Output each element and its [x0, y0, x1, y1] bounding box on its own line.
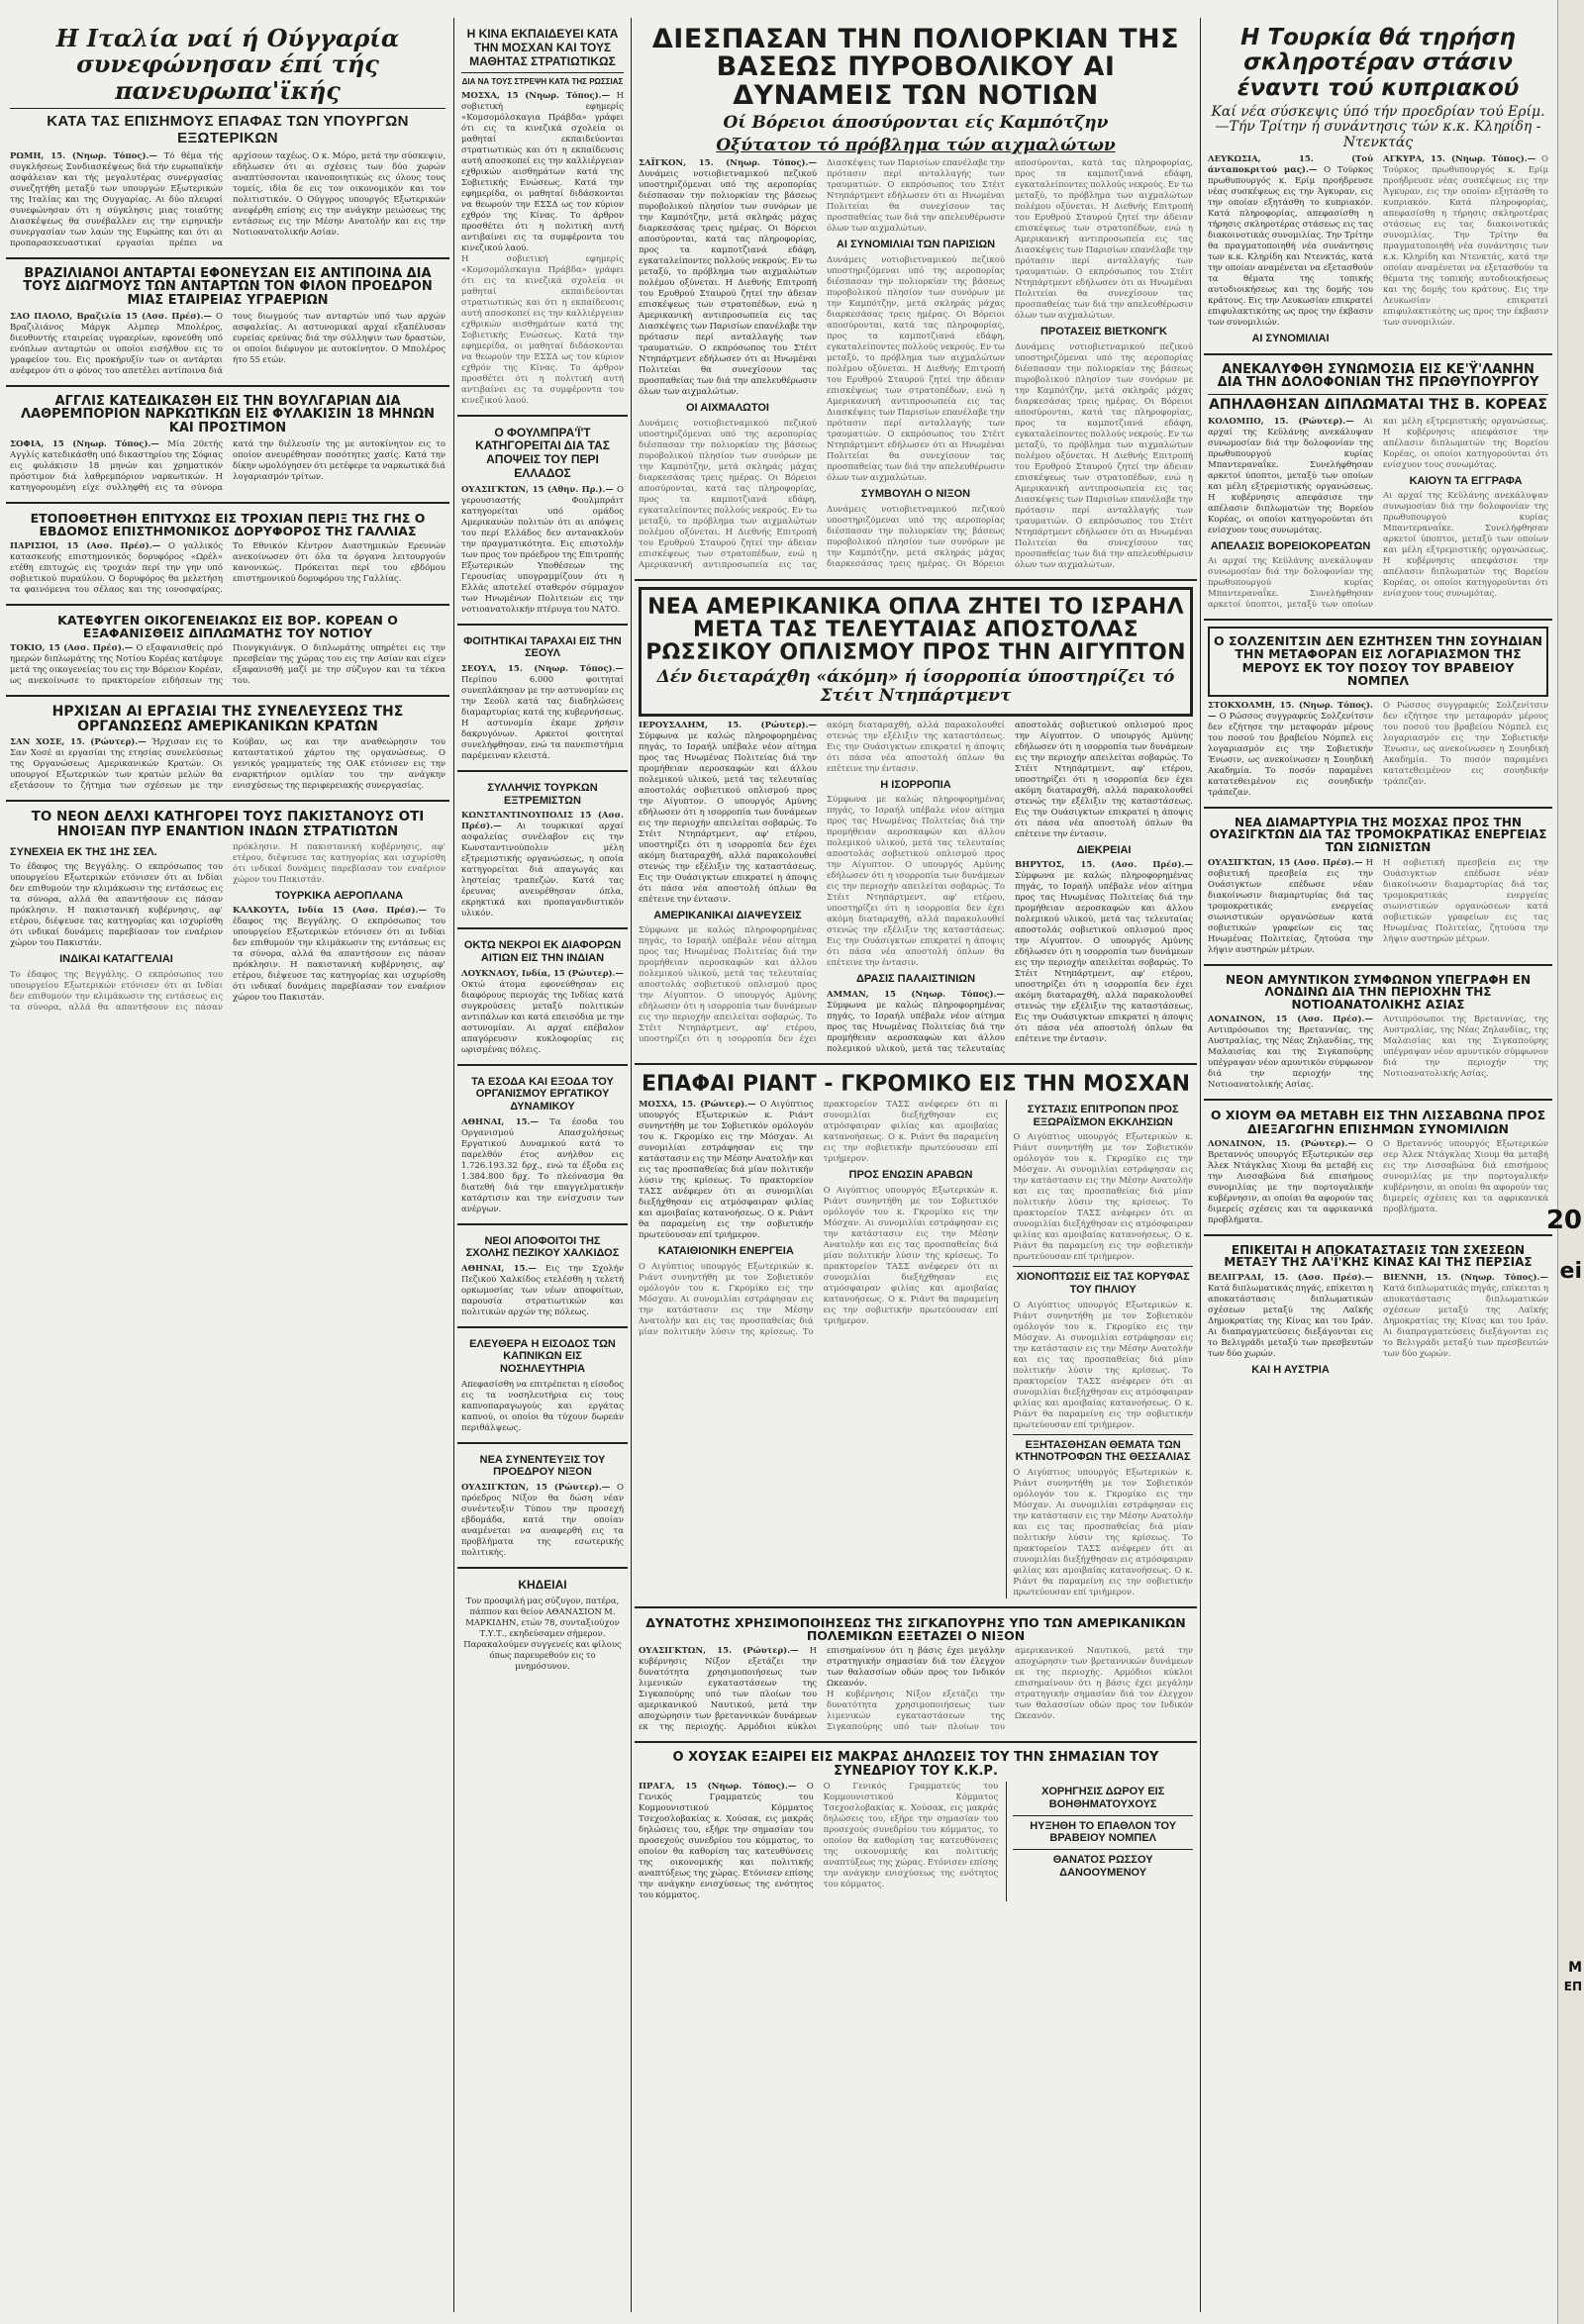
article-india-pakistan [6, 802, 449, 1021]
article-tobacco [457, 1328, 628, 1444]
deck-1: Οί Βόρειοι άποσύρονται είς Καμπότζην [723, 113, 1109, 134]
article-oaed [457, 1066, 628, 1225]
article-body: Οκτώ άτομα εφονεύθησαν εις διαφόρους περιοχάς της Ινδίας κατά συγκρούσεις μεταξύ πολιτικών αντιπάλων και κατά επεισόδια με την αστυνομίαν. Αι αρχαί επέβαλον απαγόρευσιν κυκλοφορίας εις ωρισμένας πόλεις. [461, 979, 624, 1055]
headline: ΝΕΟΝ ΑΜΥΝΤΙΚΟΝ ΣΥΜΦΩΝΟΝ ΥΠΕΓΡΑΦΗ ΕΝ ΛΟΝΔΙΝΩ ΔΙΑ ΤΗΝ ΠΕΡΙΟΧΗΝ ΤΗΣ ΝΟΤΙΟΑΝΑΤΟΛΙΚΗΣ ΑΣΙΑΣ [1225, 972, 1531, 1012]
section-label: ΣΥΜΒΟΥΛΗ Ο ΝΙΞΟΝ [860, 488, 971, 501]
section-label: ΔΡΑΣΙΣ ΠΑΛΑΙΣΤΙΝΙΩΝ [855, 973, 976, 986]
article-riad-gromyko [635, 1065, 1197, 1608]
article-singapore [635, 1608, 1197, 1743]
deck: Καί νέα σύσκεψις ύπό τήν προεδρίαν τού Ερίμ.—Τήν Τρίτην ή συνάντησις τών κ.κ. Κληρίδη - Ντενκτάς [1211, 103, 1545, 150]
dateline: ΣΟΦΙΑ, 15 (Νηωρ. Τόπος).— [10, 438, 159, 449]
article-body-cont: Δυνάμεις νοτιοβιετναμικού πεζικού υποστηριζόμεναι υπό της αεροπορίας διέσπασαν την πολιορκίαν της βάσεως πυροβολικού πλησίον των συνόρων με την Καμπότζην, μετά σκληράς μάχας διαρκεσάσας τρεις ημέρας. Οι Βόρειοι αποσύρονται, κατά τας πληροφορίας, προς τα καμποτζιανά εδάφη, εγκαταλείποντες πολλούς νεκρούς. Εν τω μεταξύ, το πρόβλημα των αιχμαλώτων πολέμου οξύνεται. Η Διεθνής Επιτροπή του Ερυθρού Σταυρού ζητεί την άδειαν επισκέψεως των στρατοπέδων, ενώ η Αμερικανική αντιπροσωπεία εις τας Διασκέψεις των Παρισίων επανέλαβε την πρότασιν περί ανταλλαγής των τραυματιών. Ο εκπρόσωπος του Στέιτ Ντηπάρτμεντ εδήλωσεν ότι αι Ηνωμέναι Πολιτείαι θα συνεχίσουν τας προσπαθείας των διά την απελευθέρωσιν όλων των αιχμαλώτων. [639, 158, 1005, 571]
article-india-deaths [457, 929, 628, 1065]
headline: ΚΑΤΕΦΥΓΕΝ ΟΙΚΟΓΕΝΕΙΑΚΩΣ ΕΙΣ ΒΟΡ. ΚΟΡΕΑΝ Ο ΕΞΑΦΑΝΙΣΘΕΙΣ ΔΙΠΛΩΜΑΤΗΣ ΤΟΥ ΝΟΤΙΟΥ [57, 612, 398, 640]
headline: ΝΕΟΙ ΑΠΟΦΟΙΤΟΙ ΤΗΣ ΣΧΟΛΗΣ ΠΕΖΙΚΟΥ ΧΑΛΚΙΔΟΣ [465, 1234, 620, 1260]
headline: Ο ΦΟΥΛΜΠΡΑ'Ϊ'Τ ΚΑΤΗΓΟΡΕΙΤΑΙ ΔΙΑ ΤΑΣ ΑΠΟΨΕΙΣ ΤΟΥ ΠΕΡΙ ΕΛΛΑΔΟΣ [475, 425, 610, 480]
dateline: ΛΟΥΚΝΑΟΥ, Ινδία, 15 (Ρώυτερ).— [461, 968, 624, 979]
article-body: Ο γερουσιαστής Φουλμπράιτ κατηγορείται υπό ομάδος Αμερικανών πολιτών ότι αι απόψεις του περί Ελλάδος δεν αντανακλούν την πραγματικότητα. Εις επιστολήν των προς τον πρόεδρον της Επιτροπής Εξωτερικών Υποθέσεων της Γερουσίας υπογραμμίζουν ότι η Ελλάς αποτελεί σταθερόν σύμμαχον των Ηνωμένων Πολιτειών εις την νοτιοανατολικήν πτέρυγα του ΝΑΤΟ. [461, 484, 625, 615]
edge-text: M [1568, 1960, 1582, 1976]
article-body: Ο Τούρκος πρωθυπουργός κ. Ερίμ προήδρευσε νέας συσκέψεως εις την Άγκυραν, εις την οποίαν εξητάσθη το κυπριακόν. Κατά πληροφορίας, απεφασίσθη η τήρησις σκληροτέρας στάσεως εις τας διακοινοτικάς συνομιλίας. Την Τρίτην θα πραγματοποιηθή νέα συνάντησις των κ.κ. Κληρίδη και Ντενκτάς, κατά την οποίαν αναμένεται να εξετασθούν τα θέματα της τοπικής αυτοδιοικήσεως και της δομής του κράτους. Εις την Λευκωσίαν επικρατεί επιφυλακτικότης ως προς την έκβασιν των συνομιλιών. [1208, 165, 1373, 329]
column-1 [6, 18, 449, 2312]
article-vietnam [635, 18, 1197, 581]
dateline: ΑΓΚΥΡΑ, 15. (Νηωρ. Τόπος).— [1383, 154, 1536, 165]
article-body: Ο εξαφανισθείς πρό ημερών διπλωμάτης της Νοτίου Κορέας κατέφυγε μετά της οικογενείας του εις την Βόρειον Κορέαν, ως ανεκοίνωσε το πρακτορείον ειδήσεων της Πιονγκγιάνγκ. Ο διπλωμάτης υπηρέτει εις την πρεσβείαν της χώρας του εις την Ασίαν και είχεν εξαφανισθή μαζί με την σύζυγον και τα τέκνα του. [10, 643, 446, 687]
article-ceylon [1204, 355, 1552, 622]
headline: ΒΡΑΖΙΛΙΑΝΟΙ ΑΝΤΑΡΤΑΙ ΕΦΟΝΕΥΣΑΝ ΕΙΣ ΑΝΤΙΠΟΙΝΑ ΔΙΑ ΤΟΥΣ ΔΙΩΓΜΟΥΣ ΤΩΝ ΑΝΤΑΡΤΩΝ ΤΟΝ ΦΙΛΟΝ ΠΡΟΕΔΡΟΝ ΜΙΑΣ ΕΤΑΙΡΕΙΑΣ ΥΓΡΑΕΡΙΩΝ [23, 265, 433, 308]
article-body-cont: Κατά διπλωματικάς πηγάς, επίκειται η αποκατάστασις διπλωματικών σχέσεων μεταξύ της Λαϊκής Δημοκρατίας της Κίνας και του Ιράν. Αι διαπραγματεύσεις διεξάγονται εις το Βελιγράδι μεταξύ των πρεσβευτών των δύο χωρών. [1383, 1283, 1549, 1359]
dateline: ΑΘΗΝΑΙ, 15.— [461, 1263, 537, 1274]
headline: ΣΥΛΛΗΨΙΣ ΤΟΥΡΚΩΝ ΕΞΤΡΕΜΙΣΤΩΝ [487, 782, 598, 807]
headline: ΝΕΑ ΣΥΝΕΝΤΕΥΞΙΣ ΤΟΥ ΠΡΟΕΔΡΟΥ ΝΙΞΟΝ [479, 1453, 606, 1479]
headline: ΧΟΡΗΓΗΣΙΣ ΔΩΡΟΥ ΕΙΣ ΒΟΗΘΗΜΑΤΟΥΧΟΥΣ [1040, 1786, 1165, 1811]
article-body: Μία 20ετής Αγγλίς κατεδικάσθη υπό δικαστηρίου της Σόφιας εις φυλάκισιν 18 μηνών και χρηματικόν πρόστιμον διά λαθρεμπόριον ναρκωτικών. Η κατηγορουμένη είχε συλληφθή εις τα σύνορα κατά την διέλευσίν της με αυτοκίνητον εις το οποίον ανευρέθησαν ποσότητες χασίς. Κατά την δίκην ωμολόγησεν ότι μετέφερε τα ναρκωτικά διά λογαριασμόν τρίτων. [10, 438, 446, 493]
article-body: Αι αρχαί της Κεϋλάνης ανεκάλυψαν συνωμοσίαν διά την δολοφονίαν της πρωθυπουργού κυρίας Μπαντεραναΐκε. Συνελήφθησαν αρκετοί ύποπτοι, μεταξύ των οποίων και μέλη εξτρεμιστικής οργανώσεως. Η κυβέρνησις απεφάσισε την απέλασιν διπλωματών της Βορείου Κορέας, οι οποίοι κατηγορούνται ότι ενίσχυον τους συνωμότας. [1208, 416, 1373, 535]
dateline: ΤΟΚΙΟ, 15 (Ασσ. Πρέσ).— [10, 643, 134, 654]
section-label: ΚΑΙ Η ΑΥΣΤΡΙΑ [1251, 1363, 1330, 1376]
article-moscow-protest [1204, 809, 1552, 966]
dateline: ΒΗΡΥΤΟΣ, 15. (Ασσ. Πρέσ).— [1015, 860, 1193, 871]
article-body-cont: Η κυβέρνησις Νίξον εξετάζει την δυνατότητα χρησιμοποιήσεως των λιμενικών εγκαταστάσεων της Σιγκαπούρης υπό των πλοίων του αμερικανικού Ναυτικού, μετά την αποχώρησιν των βρεταννικών δυνάμεων εκ της περιοχής. Αρμόδιοι κύκλοι επισημαίνουν ότι η βάσις έχει μεγάλην στρατηγικήν σημασίαν διά τον έλεγχον των θαλασσίων οδών προς τον Ινδικόν Ωκεανόν. [827, 1646, 1193, 1733]
headline: ΦΟΙΤΗΤΙΚΑΙ ΤΑΡΑΧΑΙ ΕΙΣ ΤΗΝ ΣΕΟΥΛ [463, 634, 622, 660]
section-label: Η ΙΣΟΡΡΟΠΙΑ [880, 778, 951, 791]
dateline: ΣΑΝ ΧΟΣΕ, 15. (Ρώυτερ).— [10, 737, 147, 748]
article-body-cont: Η σοβιετική πρεσβεία εις την Ουάσιγκτων επέδωσε νέαν διακοίνωσιν διαμαρτυρίας διά τας τρομοκρατικάς ενεργείας σιωνιστικών οργανώσεων κατά σοβιετικών γραφείων εις τας Ηνωμένας Πολιτείας, ζητούσα την λήψιν αυστηρών μέτρων. [1383, 857, 1548, 944]
headline: Η Ιταλία ναί ή Ούγγαρία συνεφώνησαν έπί τής πανευρωπα'ϊκής [55, 24, 400, 105]
dateline: ΟΥΑΣΙΓΚΤΩΝ, 15 (Ασσ. Πρέσ).— [1208, 857, 1363, 868]
article-body-cont: Ο Γενικός Γραμματεύς του Κομμουνιστικού Κόμματος Τσεχοσλοβακίας κ. Χούσακ, εις μακράς δηλώσεις του, εξήρε την σημασίαν του προσεχούς συνεδρίου του κόμματος, το οποίον θα καθορίση τας κατευθύνσεις της οικονομικής και πολιτικής αναπτύξεως της χώρας. Ετόνισεν επίσης την ανάγκην ενισχύσεως της ενότητος του κόμματος. [823, 1782, 999, 1890]
headline: ΗΥΞΗΘΗ ΤΟ ΕΠΑΘΛΟΝ ΤΟΥ ΒΡΑΒΕΙΟΥ ΝΟΜΠΕΛ [1030, 1819, 1177, 1845]
headline: ΤΑ ΕΣΟΔΑ ΚΑΙ ΕΞΟΔΑ ΤΟΥ ΟΡΓΑΝΙΣΜΟΥ ΕΡΓΑΤΙΚΟΥ ΔΥΝΑΜΙΚΟΥ [471, 1075, 614, 1113]
article-bulgaria [6, 387, 449, 504]
article-body-cont: Ο Ρώσσος συγγραφεύς Σολζενίτσιν δεν εζήτησε την μεταφοράν μέρους του ποσού του βραβείου Νόμπελ εις λογαριασμόν εις την Σοβιετικήν Ένωσιν, ως ανεκοίνωσεν η Σουηδική Ακαδημία. Το ποσόν παραμένει κατατεθειμένον εις σουηδικήν τράπεζαν. [1383, 700, 1548, 787]
dateline: ΟΥΑΣΙΓΚΤΩΝ, 15 (Ρώυτερ).— [461, 1483, 611, 1494]
edge-text: 20 [1545, 1206, 1582, 1235]
article-body: Η κυβέρνησις Νίξον εξετάζει την δυνατότητα χρησιμοποιήσεως των λιμενικών εγκαταστάσεων της Σιγκαπούρης υπό των πλοίων του αμερικανικού Ναυτικού, μετά την αποχώρησιν των βρεταννικών δυνάμεων εκ της περιοχής. Αρμόδιοι κύκλοι επισημαίνουν ότι η βάσις έχει μεγάλην στρατηγικήν σημασίαν διά τον έλεγχον των θαλασσίων οδών προς τον Ινδικόν Ωκεανόν. [639, 1646, 1005, 1733]
headline: ΑΝΕΚΑΛΥΦΘΗ ΣΥΝΩΜΟΣΙΑ ΕΙΣ ΚΕ'Ϋ'ΛΑΝΗΝ ΔΙΑ ΤΗΝ ΔΟΛΟΦΟΝΙΑΝ ΤΗΣ ΠΡΩΘΥΠΟΥΡΓΟΥ [1217, 361, 1539, 391]
article-body: Η σοβιετική πρεσβεία εις την Ουάσιγκτων επέδωσε νέαν διακοίνωσιν διαμαρτυρίας διά τας τρομοκρατικάς ενεργείας σιωνιστικών οργανώσεων κατά σοβιετικών γραφείων εις τας Ηνωμένας Πολιτείας, ζητούσα την λήψιν αυστηρών μέτρων. [1208, 857, 1373, 955]
dateline: ΣΤΟΚΧΟΛΜΗ, 15. (Νηωρ. Τόπος).— [1208, 700, 1373, 722]
article-body: Δυνάμεις νοτιοβιετναμικού πεζικού υποστηριζόμεναι υπό της αεροπορίας διέσπασαν την πολιορκίαν της βάσεως πυροβολικού πλησίον των συνόρων με την Καμπότζην, μετά σκληράς μάχας διαρκεσάσας τρεις ημέρας. Οι Βόρειοι αποσύρονται, κατά τας πληροφορίας, προς τα καμποτζιανά εδάφη, εγκαταλείποντες πολλούς νεκρούς. Εν τω μεταξύ, το πρόβλημα των αιχμαλώτων πολέμου οξύνεται. Η Διεθνής Επιτροπή του Ερυθρού Σταυρού ζητεί την άδειαν επισκέψεως των στρατοπέδων, ενώ η Αμερικανική αντιπροσωπεία εις τας Διασκέψεις των Παρισίων επανέλαβε την πρότασιν περί ανταλλαγής των τραυματιών. Ο εκπρόσωπος του Στέιτ Ντηπάρτμεντ εδήλωσεν ότι αι Ηνωμέναι Πολιτείαι θα συνεχίσουν τας προσπαθείας των διά την απελευθέρωσιν όλων των αιχμαλώτων. [639, 169, 817, 398]
headline: ΝΕΑ ΔΙΑΜΑΡΤΥΡΙΑ ΤΗΣ ΜΟΣΧΑΣ ΠΡΟΣ ΤΗΝ ΟΥΑΣΙΓΚΤΩΝ ΔΙΑ ΤΑΣ ΤΡΟΜΟΚΡΑΤΙΚΑΣ ΕΝΕΡΓΕΙΑΣ ΤΩΝ ΣΙΩΝΙΣΤΩΝ [1209, 815, 1547, 854]
headline: ΕΠΑΦΑΙ ΡΙΑΝΤ - ΓΚΡΟΜΙΚΟ ΕΙΣ ΤΗΝ ΜΟΣΧΑΝ [641, 1071, 1191, 1097]
article-home-lisbon [1204, 1101, 1552, 1235]
headline: ΟΚΤΩ ΝΕΚΡΟΙ ΕΚ ΔΙΑΦΟΡΩΝ ΑΙΤΙΩΝ ΕΙΣ ΤΗΝ ΙΝΔΙΑΝ [463, 939, 622, 964]
article-body-cont: Αι αρχαί της Κεϋλάνης ανεκάλυψαν συνωμοσίαν διά την δολοφονίαν της πρωθυπουργού κυρίας Μπαντεραναΐκε. Συνελήφθησαν αρκετοί ύποπτοι, μεταξύ των οποίων και μέλη εξτρεμιστικής οργανώσεως. Η κυβέρνησις απεφάσισε την απέλασιν διπλωματών της Βορείου Κορέας, οι οποίοι κατηγορούνται ότι ενίσχυον τους συνωμότας. [1208, 416, 1548, 611]
headline: ΘΑΝΑΤΟΣ ΡΩΣΣΟΥ ΔΑΝΟΟΥΜΕΝΟΥ [1052, 1854, 1153, 1879]
article-body: Ο Αιγύπτιος υπουργός Εξωτερικών κ. Ριάντ συνηντήθη με τον Σοβιετικόν ομόλογόν του κ. Γκρομίκο εις την Μόσχαν. Αι συνομιλίαι εστράφησαν εις την κατάστασιν εις την Μέσην Ανατολήν και εις τας προσπαθείας διά μίαν πολιτικήν λύσιν της κρίσεως. Το πρακτορείον ΤΑΣΣ ανέφερεν ότι αι συνομιλίαι διεξήχθησαν εις ατμόσφαιραν φιλίας και αμοιβαίας κατανοήσεως. Ο κ. Ριάντ θα παραμείνη εις την σοβιετικήν πρωτεύουσαν επί τριήμερον. [639, 1100, 814, 1241]
section-label: ΠΡΟΣ ΕΝΩΣΙΝ ΑΡΑΒΩΝ [848, 1169, 973, 1182]
headline: ΔΥΝΑΤΟΤΗΣ ΧΡΗΣΙΜΟΠΟΙΗΣΕΩΣ ΤΗΣ ΣΙΓΚΑΠΟΥΡΗΣ ΥΠΟ ΤΩΝ ΑΜΕΡΙΚΑΝΙΚΩΝ ΠΟΛΕΜΙΚΩΝ ΕΞΕΤΑΖΕΙ Ο ΝΙΞΟΝ [645, 1614, 1186, 1644]
article-china-persia [1204, 1236, 1552, 1385]
section-label: ΔΙΕΚΡΕΙΑΙ [1076, 843, 1132, 856]
dateline: ΑΜΜΑΝ, 15 (Νηωρ. Τόπος).— [827, 989, 1005, 1000]
article-body: Απεφασίσθη να επιτρέπεται η είσοδος εις τα νοσηλευτήρια εις τους καπνοπαραγωγούς και εργάτας καπνού, οι οποίοι θα τύχουν δωρεάν περιθάλψεως. [461, 1379, 624, 1433]
dateline: ΒΙΕΝΝΗ, 15. (Νηωρ. Τόπος).— [1383, 1272, 1548, 1283]
headline: ΕΞΗΤΑΣΘΗΣΑΝ ΘΕΜΑΤΑ ΤΩΝ ΚΤΗΝΟΤΡΟΦΩΝ ΤΗΣ ΘΕΣΣΑΛΙΑΣ [1015, 1438, 1191, 1464]
edge-text: EΠ [1563, 1980, 1582, 1993]
section-label: ΑΠΕΛΑΣΙΣ ΒΟΡΕΙΟΚΟΡΕΑΤΩΝ [1210, 539, 1371, 552]
column-4 [1204, 18, 1552, 2312]
article-body: Το έδαφος της Βεγγάλης. Ο εκπρόσωπος του υπουργείου Εξωτερικών ετόνισεν ότι αι Ινδίαι δεν επιθυμούν την κλιμάκωσιν της εντάσεως εις τα σύνορα, αλλά θα απαντήσουν εις πάσαν πρόκλησιν. Η πακιστανική κυβέρνησις, αφ' ετέρου, διέψευσε τας κατηγορίας και ισχυρίσθη ότι ινδικαί δυνάμεις παρεβίασαν τον εναέριον χώρον του Πακιστάν. [10, 862, 223, 949]
section-label: ΙΝΔΙΚΑΙ ΚΑΤΑΓΓΕΛΙΑΙ [59, 953, 173, 966]
article-body: Σύμφωνα με καλώς πληροφορημένας πηγάς, το Ισραήλ υπέβαλε νέον αίτημα προς τας Ηνωμένας Πολιτείας διά την προμήθειαν αεροσκαφών και άλλου πολεμικού υλικού, μετά τας τελευταίας αποστολάς σοβιετικού οπλισμού προς την Αίγυπτον. Ο υπουργός Αμύνης εδήλωσεν ότι η ισορροπία των δυνάμεων εις την περιοχήν απειλείται σοβαρώς. Το Στέιτ Ντηπάρτμεντ, αφ' ετέρου, υποστηρίζει ότι η ισορροπία δεν έχει ακόμη διαταραχθή, αλλά παρακολουθεί στενώς την εξέλιξιν της καταστάσεως. Εις την Ουάσιγκτων επικρατεί η άποψις ότι πάσα νέα αποστολή όπλων θα επέτεινε την έντασιν. [827, 720, 1193, 1054]
headline: ΧΙΟΝΟΠΤΩΣΙΣ ΕΙΣ ΤΑΣ ΚΟΡΥΦΑΣ ΤΟΥ ΠΗΛΙΟΥ [1016, 1271, 1190, 1296]
dateline: ΛΟΝΔΙΝΟΝ, 15. (Ρώυτερ).— [1208, 1138, 1357, 1149]
dateline: ΛΕΥΚΩΣΙΑ, 15. (Τού άνταποκριτού μας).— [1208, 154, 1373, 176]
article-body-cont: Σύμφωνα με καλώς πληροφορημένας πηγάς, το Ισραήλ υπέβαλε νέον αίτημα προς τας Ηνωμένας Πολιτείας διά την προμήθειαν αεροσκαφών και άλλου πολεμικού υλικού, μετά τας τελευταίας αποστολάς σοβιετικού οπλισμού προς την Αίγυπτον. Ο υπουργός Αμύνης εδήλωσεν ότι η ισορροπία των δυνάμεων εις την περιοχήν απειλείται σοβαρώς. Το Στέιτ Ντηπάρτμεντ, αφ' ετέρου, υποστηρίζει ότι η ισορροπία δεν έχει ακόμη διαταραχθή, αλλά παρακολουθεί στενώς την εξέλιξιν της καταστάσεως. Εις την Ουάσιγκτων επικρατεί η άποψις ότι πάσα νέα αποστολή όπλων θα επέτεινε την έντασιν. [639, 720, 1005, 1045]
headline: Ο ΣΟΛΖΕΝΙΤΣΙΝ ΔΕΝ ΕΖΗΤΗΣΕΝ ΤΗΝ ΣΟΥΗΔΙΑΝ ΤΗΝ ΜΕΤΑΦΟΡΑΝ ΕΙΣ ΛΟΓΑΡΙΑΣΜΟΝ ΤΗΣ ΜΕΡΟΥΣ ΕΚ ΤΟΥ ΠΟΣΟΥ ΤΟΥ ΒΡΑΒΕΙΟΥ ΝΟΜΠΕΛ [1214, 633, 1542, 688]
section-label: ΣΥΝΕΧΕΙΑ ΕΚ ΤΗΣ 1ΗΣ ΣΕΛ. [10, 845, 157, 858]
article-oas [6, 697, 449, 802]
headline: ΚΗΔΕΙΑΙ [518, 1578, 567, 1593]
dateline: ΛΟΝΔΙΝΟΝ, 15 (Ασσ. Πρέσ).— [1208, 1015, 1373, 1025]
article-body: Ο Γενικός Γραμματεύς του Κομμουνιστικού Κόμματος Τσεχοσλοβακίας κ. Χούσακ, εις μακράς δηλώσεις του, εξήρε την σημασίαν του προσεχούς συνεδρίου του κόμματος, το οποίον θα καθορίση τας κατευθύνσεις της οικονομικής και πολιτικής αναπτύξεως της χώρας. Ετόνισεν επίσης την ανάγκην ενισχύσεως της ενότητος του κόμματος. [639, 1782, 814, 1901]
section-label: ΑΜΕΡΙΚΑΝΙΚΑΙ ΔΙΑΨΕΥΣΕΙΣ [653, 909, 802, 921]
dateline: ΙΕΡΟΥΣΑΛΗΜ, 15. (Ρώυτερ).— [639, 720, 817, 730]
headline: Ο ΧΙΟΥΜ ΘΑ ΜΕΤΑΒΗ ΕΙΣ ΤΗΝ ΛΙΣΣΑΒΩΝΑ ΠΡΟΣ ΔΙΕΞΑΓΩΓΗΝ ΕΠΙΣΗΜΩΝ ΣΥΝΟΜΙΛΙΩΝ [1210, 1108, 1546, 1136]
headline: Η Τουρκία θά τηρήση σκληροτέραν στάσιν έναντι τού κυπριακού [1237, 25, 1520, 101]
article-funerals [457, 1569, 628, 1681]
article-body: Τα έσοδα του Οργανισμού Απασχολήσεως Εργατικού Δυναμικού κατά το παρελθόν έτος ανήλθον εις 1.726.193.32 δρχ., ενώ τα έξοδα εις 1.384.800 δρχ. Το πλεόνασμα θα διατεθή διά την επαγγελματικήν κατάρτισιν και την ενίσχυσιν των ανέργων. [461, 1116, 625, 1214]
article-solzhenitsyn [1204, 621, 1552, 809]
headline: ΗΡΧΙΣΑΝ ΑΙ ΕΡΓΑΣΙΑΙ ΤΗΣ ΣΥΝΕΛΕΥΣΕΩΣ ΤΗΣ ΟΡΓΑΝΩΣΕΩΣ ΑΜΕΡΙΚΑΝΙΚΩΝ ΚΡΑΤΩΝ [51, 704, 404, 734]
article-body: Ήρχισαν εις το Σαν Χοσέ αι εργασίαι της ετησίας συνελεύσεως της Οργανώσεως Αμερικανικών Κρατών. Οι υπουργοί Εξωτερικών των κρατών μελών θα εξετάσουν το ζήτημα των σχέσεων με την Κούβαν, ως και την αναθεώρησιν του καταστατικού χάρτου της οργανώσεως. Ο γενικός γραμματεύς της ΟΑΚ ετόνισεν εις την εναρκτήριον ομιλίαν του την ανάγκην ενισχύσεως της περιφερειακής συνεργασίας. [10, 737, 446, 792]
dateline: ΣΑΪΓΚΟΝ, 15. (Νηωρ. Τόπος).— [639, 158, 817, 169]
article-body-cont: Δυνάμεις νοτιοβιετναμικού πεζικού υποστηριζόμεναι υπό της αεροπορίας διέσπασαν την πολιορκίαν της βάσεως πυροβολικού πλησίον των συνόρων με την Καμπότζην, μετά σκληράς μάχας διαρκεσάσας τρεις ημέρας. Οι Βόρειοι αποσύρονται, κατά τας πληροφορίας, προς τα καμποτζιανά εδάφη, εγκαταλείποντες πολλούς νεκρούς. Εν τω μεταξύ, το πρόβλημα των αιχμαλώτων πολέμου οξύνεται. Η Διεθνής Επιτροπή του Ερυθρού Σταυρού ζητεί την άδειαν επισκέψεως των στρατοπέδων, ενώ η Αμερικανική αντιπροσωπεία εις τας Διασκέψεις των Παρισίων επανέλαβε την πρότασιν περί ανταλλαγής των τραυματιών. Ο εκπρόσωπος του Στέιτ Ντηπάρτμεντ εδήλωσεν ότι αι Ηνωμέναι Πολιτείαι θα συνεχίσουν τας προσπαθείας των διά την απελευθέρωσιν όλων των αιχμαλώτων. [827, 255, 1005, 484]
dateline: ΒΕΛΙΓΡΑΔΙ, 15. (Ασσ. Πρέσ).— [1208, 1272, 1373, 1283]
article-body: Ο Βρεταννός υπουργός Εξωτερικών σερ Άλεκ Ντάγκλας Χιουμ θα μεταβή εις την Λισσαβώνα διά επισήμους συνομιλίας με την πορτογαλικήν κυβέρνησιν, αι οποίαι θα αφορούν τας διμερείς σχέσεις και τα αφρικανικά προβλήματα. [1208, 1138, 1374, 1225]
article-france-satellite [6, 504, 449, 606]
article-husak [635, 1743, 1197, 1909]
article-body-cont: Αντιπρόσωποι της Βρεταννίας, της Αυστραλίας, της Νέας Ζηλανδίας, της Μαλαισίας και της Σιγκαπούρης υπέγραψαν νέον αμυντικόν σύμφωνον διά την περιοχήν της Νοτιοανατολικής Ασίας. [1383, 1015, 1548, 1080]
subheadline: ΚΑΤΑ ΤΑΣ ΕΠΙΣΗΜΟΥΣ ΕΠΑΦΑΣ ΤΩΝ ΥΠΟΥΡΓΩΝ ΕΞΩΤΕΡΙΚΩΝ [47, 113, 409, 147]
headline: ΕΤΟΠΟΘΕΤΗΘΗ ΕΠΙΤΥΧΩΣ ΕΙΣ ΤΡΟΧΙΑΝ ΠΕΡΙΞ ΤΗΣ ΓΗΣ Ο ΕΒΔΟΜΟΣ ΕΠΙΣΤΗΜΟΝΙΚΟΣ ΔΟΡΥΦΟΡΟΣ ΤΗΣ ΓΑΛΛΙΑΣ [30, 510, 426, 538]
section-label: ΠΡΟΤΑΣΕΙΣ ΒΙΕΤΚΟΝΓΚ [1040, 326, 1167, 339]
article-body: Σύμφωνα με καλώς πληροφορημένας πηγάς, το Ισραήλ υπέβαλε νέον αίτημα προς τας Ηνωμένας Πολιτείας διά την προμήθειαν αεροσκαφών και άλλου πολεμικού υλικού, μετά τας τελευταίας αποστολάς σοβιετικού οπλισμού προς την Αίγυπτον. Ο υπουργός Αμύνης εδήλωσεν ότι η ισορροπία των δυνάμεων εις την περιοχήν απειλείται σοβαρώς. Το Στέιτ Ντηπάρτμεντ, αφ' ετέρου, υποστηρίζει ότι η ισορροπία δεν έχει ακόμη διαταραχθή, αλλά παρακολουθεί στενώς την εξέλιξιν της καταστάσεως. Εις την Ουάσιγκτων επικρατεί η άποψις ότι πάσα νέα αποστολή όπλων θα επέτεινε την έντασιν. [1015, 871, 1193, 1045]
article-brazil [6, 259, 449, 387]
article-body: Εις την Σχολήν Πεζικού Χαλκίδος ετελέσθη η τελετή ορκωμοσίας των νέων αποφοίτων, παρουσία στρατιωτικών και πολιτικών αρχών της πόλεως. [461, 1263, 624, 1317]
article-body-cont: Σύμφωνα με καλώς πληροφορημένας πηγάς, το Ισραήλ υπέβαλε νέον αίτημα προς τας Ηνωμένας Πολιτείας διά την προμήθειαν αεροσκαφών και άλλου πολεμικού υλικού, μετά τας τελευταίας αποστολάς σοβιετικού οπλισμού προς την Αίγυπτον. Ο υπουργός Αμύνης εδήλωσεν ότι η ισορροπία των δυνάμεων εις την περιοχήν απειλείται σοβαρώς. Το Στέιτ Ντηπάρτμεντ, αφ' ετέρου, υποστηρίζει ότι η ισορροπία δεν έχει ακόμη διαταραχθή, αλλά παρακολουθεί στενώς την εξέλιξιν της καταστάσεως. Εις την Ουάσιγκτων επικρατεί η άποψις ότι πάσα νέα αποστολή όπλων θα επέτεινε την έντασιν. [827, 795, 1005, 969]
article-israel-arms [635, 581, 1197, 1065]
article-body: Η σοβιετική εφημερίς «Κομσομόλσκαγια Πράβδα» γράφει ότι εις τα κινεζικά σχολεία οι μαθηταί εκπαιδεύονται στρατιωτικώς και ότι η εκπαίδευσις αυτή αποσκοπεί εις την καλλιέργειαν εχθρικών αισθημάτων κατά της Σοβιετικής Ενώσεως. Κατά την εφημερίδα, οι μαθηταί διδάσκονται να θεωρούν την ΕΣΣΔ ως τον κύριον εχθρόν της Κίνας. Το άρθρον προσθέτει ότι η πολιτική αυτή αντιβαίνει εις τα συμφέροντα του κινεζικού λαού. [461, 90, 624, 253]
deck-2: Οξύτατον τό πρόβλημα τών αιχμαλώτων [716, 135, 1116, 155]
deck: Δέν διεταράχθη «άκόμη» ή ίσορροπία ύποστηρίζει τό Στέιτ Ντηπάρτμεντ [656, 667, 1175, 707]
article-nixon-interview [457, 1444, 628, 1569]
article-infantry-school [457, 1225, 628, 1328]
dateline: ΚΑΛΚΟΥΤΑ, Ινδία 15 (Ασσ. Πρέσ).— [233, 906, 427, 917]
headline: ΣΥΣΤΑΣΙΣ ΕΠΙΤΡΟΠΩΝ ΠΡΟΣ ΕΞΩΡΑΪΣΜΟΝ ΕΚΚΛΗΣΙΩΝ [1027, 1104, 1179, 1128]
article-turkey-cyprus [1204, 18, 1552, 355]
headline: ΕΠΙΚΕΙΤΑΙ Η ΑΠΟΚΑΤΑΣΤΑΣΙΣ ΤΩΝ ΣΧΕΣΕΩΝ ΜΕΤΑΞΥ ΤΗΣ ΛΑ'Ϊ'ΚΗΣ ΚΙΝΑΣ ΚΑΙ ΤΗΣ ΠΕΡΣΙΑΣ [1224, 1242, 1533, 1270]
section-label: ΑΙ ΣΥΝΟΜΙΛΙΑΙ ΤΩΝ ΠΑΡΙΣΙΩΝ [836, 239, 996, 251]
article-body-cont: Δυνάμεις νοτιοβιετναμικού πεζικού υποστηριζόμεναι υπό της αεροπορίας διέσπασαν την πολιορκίαν της βάσεως πυροβολικού πλησίον των συνόρων με την Καμπότζην, μετά σκληράς μάχας διαρκεσάσας τρεις ημέρας. Οι Βόρειοι αποσύρονται, κατά τας πληροφορίας, προς τα καμποτζιανά εδάφη, εγκαταλείποντες πολλούς νεκρούς. Εν τω μεταξύ, το πρόβλημα των αιχμαλώτων πολέμου οξύνεται. Η Διεθνής Επιτροπή του Ερυθρού Σταυρού ζητεί την άδειαν επισκέψεως των στρατοπέδων, ενώ η Αμερικανική αντιπροσωπεία εις τας Διασκέψεις των Παρισίων επανέλαβε την πρότασιν περί ανταλλαγής των τραυματιών. Ο εκπρόσωπος του Στέιτ Ντηπάρτμεντ εδήλωσεν ότι αι Ηνωμέναι Πολιτείαι θα συνεχίσουν τας προσπαθείας των διά την απελευθέρωσιν όλων των αιχμαλώτων. [1015, 342, 1193, 571]
article-korea-diplomat [6, 606, 449, 697]
article-body: Σύμφωνα με καλώς πληροφορημένας πηγάς, το Ισραήλ υπέβαλε νέον αίτημα προς τας Ηνωμένας Πολιτείας διά την προμήθειαν αεροσκαφών και άλλου πολεμικού υλικού, μετά τας τελευταίας αποστολάς σοβιετικού οπλισμού προς την Αίγυπτον. Ο υπουργός Αμύνης εδήλωσεν ότι η ισορροπία των δυνάμεων εις την περιοχήν απειλείται σοβαρώς. Το Στέιτ Ντηπάρτμεντ, αφ' ετέρου, υποστηρίζει ότι η ισορροπία δεν έχει ακόμη διαταραχθή, αλλά παρακολουθεί στενώς την εξέλιξιν της καταστάσεως. Εις την Ουάσιγκτων επικρατεί η άποψις ότι πάσα νέα αποστολή όπλων θα επέτεινε την έντασιν. [639, 730, 817, 905]
section-label: ΤΟΥΡΚΙΚΑ ΑΕΡΟΠΛΑΝΑ [274, 889, 404, 902]
adjacent-page-edge [1545, 0, 1584, 2324]
article-body: Περίπου 6.000 φοιτηταί συνεπλάκησαν με την αστυνομίαν εις την Σεούλ κατά τας διαδηλώσεις διαμαρτυρίας κατά της κυβερνήσεως. Η αστυνομία έκαμε χρήσιν δακρυγόνων. Αρκετοί φοιτηταί συνελήφθησαν, ενώ τα πανεπιστήμια παρέμειναν κλειστά. [461, 675, 624, 762]
article-body-cont: Ο Αιγύπτιος υπουργός Εξωτερικών κ. Ριάντ συνηντήθη με τον Σοβιετικόν ομόλογόν του κ. Γκρομίκο εις την Μόσχαν. Αι συνομιλίαι εστράφησαν εις την κατάστασιν εις την Μέσην Ανατολήν και εις τας προσπαθείας διά μίαν πολιτικήν λύσιν της κρίσεως. Το πρακτορείον ΤΑΣΣ ανέφερεν ότι αι συνομιλίαι διεξήχθησαν εις ατμόσφαιραν φιλίας και αμοιβαίας κατανοήσεως. Ο κ. Ριάντ θα παραμείνη εις την σοβιετικήν πρωτεύουσαν επί τριήμερον. [823, 1185, 999, 1326]
dateline: ΜΟΣΧΑ, 15 (Νηωρ. Τόπος).— [461, 90, 611, 101]
column-2 [457, 18, 628, 2312]
article-body: Αντιπρόσωποι της Βρεταννίας, της Αυστραλίας, της Νέας Ζηλανδίας, της Μαλαισίας και της Σιγκαπούρης υπέγραψαν νέον αμυντικόν σύμφωνον διά την περιοχήν της Νοτιοανατολικής Ασίας. [1208, 1025, 1373, 1091]
headline: ΔΙΕΣΠΑΣΑΝ ΤΗΝ ΠΟΛΙΟΡΚΙΑΝ ΤΗΣ ΒΑΣΕΩΣ ΠΥΡΟΒΟΛΙΚΟΥ ΑΙ ΔΥΝΑΜΕΙΣ ΤΩΝ ΝΟΤΙΩΝ [651, 24, 1180, 111]
dateline: ΣΕΟΥΛ, 15. (Νηωρ. Τόπος).— [461, 664, 624, 675]
article-body: Αι τουρκικαί αρχαί ασφαλείας συνέλαβον εις την Κωνσταντινούπολιν μέλη εξτρεμιστικής οργανώσεως, η οποία κατηγορείται διά απαγωγάς και ληστείας τραπεζών. Κατά τας έρευνας ανευρέθησαν όπλα, εκρηκτικά και προπαγανδιστικόν υλικόν. [461, 822, 624, 920]
subheadline: ΔΙΑ ΝΑ ΤΟΥΣ ΣΤΡΕΨΗ ΚΑΤΑ ΤΗΣ ΡΩΣΣΙΑΣ [461, 77, 624, 87]
headline: ΤΟ ΝΕΟΝ ΔΕΛΧΙ ΚΑΤΗΓΟΡΕΙ ΤΟΥΣ ΠΑΚΙΣΤΑΝΟΥΣ ΟΤΙ ΗΝΟΙΞΑΝ ΠΥΡ ΕΝΑΝΤΙΟΝ ΙΝΔΩΝ ΣΤΡΑΤΙΩΤΩΝ [31, 809, 425, 839]
article-body-cont: Δυνάμεις νοτιοβιετναμικού πεζικού υποστηριζόμεναι υπό της αεροπορίας διέσπασαν την πολιορκίαν της βάσεως πυροβολικού πλησίον των συνόρων με την Καμπότζην, μετά σκληράς μάχας διαρκεσάσας τρεις ημέρας. Οι Βόρειοι αποσύρονται, κατά τας πληροφορίας, προς τα καμποτζιανά εδάφη, εγκαταλείποντες πολλούς νεκρούς. Εν τω μεταξύ, το πρόβλημα των αιχμαλώτων πολέμου οξύνεται. Η Διεθνής Επιτροπή του Ερυθρού Σταυρού ζητεί την άδειαν επισκέψεως των στρατοπέδων, ενώ η Αμερικανική αντιπροσωπεία εις τας Διασκέψεις των Παρισίων επανέλαβε την πρότασιν περί ανταλλαγής των τραυματιών. Ο εκπρόσωπος του Στέιτ Ντηπάρτμεντ εδήλωσεν ότι αι Ηνωμέναι Πολιτείαι θα συνεχίσουν τας προσπαθείας των διά την απελευθέρωσιν όλων των αιχμαλώτων. [827, 158, 1193, 569]
headline: ΕΛΕΥΘΕΡΑ Η ΕΙΣΟΔΟΣ ΤΩΝ ΚΑΠΝΙΚΩΝ ΕΙΣ ΝΟΣΗΛΕΥΤΗΡΙΑ [469, 1337, 616, 1376]
article-body-cont: Ο Τούρκος πρωθυπουργός κ. Ερίμ προήδρευσε νέας συσκέψεως εις την Άγκυραν, εις την οποίαν εξητάσθη το κυπριακόν. Κατά πληροφορίας, απεφασίσθη η τήρησις σκληροτέρας στάσεως εις τας διακοινοτικάς συνομιλίας. Την Τρίτην θα πραγματοποιηθή νέα συνάντησις των κ.κ. Κληρίδη και Ντενκτάς, κατά την οποίαν αναμένεται να εξετασθούν τα θέματα της τοπικής αυτοδιοικήσεως και της δομής του κράτους. Εις την Λευκωσίαν επικρατεί επιφυλακτικότης ως προς την έκβασιν των συνομιλιών. [1383, 154, 1549, 329]
article-body: Τον προσφιλή μας σύζυγον, πατέρα, πάππον και θείον ΑΘΑΝΑΣΙΟΝ Μ. ΜΑΡΚΙΔΗΝ, ετών 78, συνταξιούχον Τ.Υ.Τ., εκηδεύσαμεν σήμερον. Παρακαλούμεν συγγενείς και φίλους όπως παρευρεθούν εις το μνημόσυνον. [463, 1596, 622, 1672]
section-label: ΚΑΙΟΥΝ ΤΑ ΕΓΓΡΑΦΑ [1409, 474, 1523, 487]
article-body-cont: Ο Βρεταννός υπουργός Εξωτερικών σερ Άλεκ Ντάγκλας Χιουμ θα μεταβή εις την Λισσαβώνα διά επισήμους συνομιλίας με την πορτογαλικήν κυβέρνησιν, αι οποίαι θα αφορούν τας διμερείς σχέσεις και τα αφρικανικά προβλήματα. [1383, 1138, 1548, 1214]
article-body: Ο Ρώσσος συγγραφεύς Σολζενίτσιν δεν εζήτησε την μεταφοράν μέρους του ποσού του βραβείου Νόμπελ εις λογαριασμόν εις την Σοβιετικήν Ένωσιν, ως ανεκοίνωσεν η Σουηδική Ακαδημία. Το ποσόν παραμένει κατατεθειμένον εις σουηδικήν τράπεζαν. [1208, 711, 1374, 798]
article-body: Κατά διπλωματικάς πηγάς, επίκειται η αποκατάστασις διπλωματικών σχέσεων μεταξύ της Λαϊκής Δημοκρατίας της Κίνας και του Ιράν. Αι διαπραγματεύσεις διεξάγονται εις το Βελιγράδι μεταξύ των πρεσβευτών των δύο χωρών. [1208, 1283, 1374, 1359]
article-turkish-extremists [457, 772, 628, 929]
column-3 [635, 18, 1197, 2312]
dateline: ΚΟΛΟΜΠΟ, 15. (Ρώυτερ).— [1208, 416, 1354, 427]
article-body: Ο Αιγύπτιος υπουργός Εξωτερικών κ. Ριάντ συνηντήθη με τον Σοβιετικόν ομόλογόν του κ. Γκρομίκο εις την Μόσχαν. Αι συνομιλίαι εστράφησαν εις την κατάστασιν εις την Μέσην Ανατολήν και εις τας προσπαθείας διά μίαν πολιτικήν λύσιν της κρίσεως. Το πρακτορείον ΤΑΣΣ ανέφερεν ότι αι συνομιλίαι διεξήχθησαν εις ατμόσφαιραν φιλίας και αμοιβαίας κατανοήσεως. Ο κ. Ριάντ θα παραμείνη εις την σοβιετικήν πρωτεύουσαν επί τριήμερον. [1013, 1300, 1193, 1430]
dateline: ΟΥΑΣΙΓΚΤΩΝ, 15. (Ρώυτερ).— [639, 1646, 799, 1657]
section-label: ΟΙ ΑΙΧΜΑΛΩΤΟΙ [686, 402, 769, 415]
dateline: ΚΩΝΣΤΑΝΤΙΝΟΥΠΟΛΙΣ 15 (Ασσ. Πρέσ).— [461, 811, 624, 832]
article-body: Ο Βραζιλιάνος Μάργκ Αλμπερ Μπολέρος, διευθυντής εταιρείας υγραερίων, εφονεύθη υπό ενόπλων ανταρτών οι οποίοι εισήλθον εις το γραφείον του. Εις προκήρυξίν των οι αντάρται ανέφερον ότι ο φόνος του απετέλει αντίποινα διά τους διωγμούς των ανταρτών υπό των αρχών ασφαλείας. Αι αστυνομικαί αρχαί εξαπέλυσαν ευρείας ερεύνας διά την σύλληψιν των δραστών, οι οποίοι διέφυγον με αυτοκίνητον. Ο Μπολέρος ήτο 55 ετών. [10, 311, 446, 376]
dateline: ΣΑΟ ΠΑΟΛΟ, Βραζιλία 15 (Ασσ. Πρέσ).— [10, 311, 213, 322]
subheadline: ΑΠΗΛΑΘΗΣΑΝ ΔΙΠΛΩΜΑΤΑΙ ΤΗΣ Β. ΚΟΡΕΑΣ [1209, 396, 1547, 413]
article-defense-pact [1204, 966, 1552, 1102]
dateline: ΜΟΣΧΑ, 15. (Ρώυτερ).— [639, 1100, 756, 1111]
article-body: Το έδαφος της Βεγγάλης. Ο εκπρόσωπος του υπουργείου Εξωτερικών ετόνισεν ότι αι Ινδίαι δεν επιθυμούν την κλιμάκωσιν της εντάσεως εις τα σύνορα, αλλά θα απαντήσουν εις πάσαν πρόκλησιν. Η πακιστανική κυβέρνησις, αφ' ετέρου, διέψευσε τας κατηγορίας και ισχυρίσθη ότι ινδικαί δυνάμεις παρεβίασαν τον εναέριον χώρον του Πακιστάν. [233, 906, 446, 1004]
dateline: ΑΘΗΝΑΙ, 15.— [461, 1116, 540, 1127]
article-body-cont: Ο Αιγύπτιος υπουργός Εξωτερικών κ. Ριάντ συνηντήθη με τον Σοβιετικόν ομόλογόν του κ. Γκρομίκο εις την Μόσχαν. Αι συνομιλίαι εστράφησαν εις την κατάστασιν εις την Μέσην Ανατολήν και εις τας προσπαθείας διά μίαν πολιτικήν λύσιν της κρίσεως. Το πρακτορείον ΤΑΣΣ ανέφερεν ότι αι συνομιλίαι διεξήχθησαν εις ατμόσφαιραν φιλίας και αμοιβαίας κατανοήσεως. Ο κ. Ριάντ θα παραμείνη εις την σοβιετικήν πρωτεύουσαν επί τριήμερον. [639, 1100, 999, 1337]
dateline: ΟΥΑΣΙΓΚΤΩΝ, 15 (Αθην. Πρ.).— [461, 484, 614, 495]
article-body-cont: Το έδαφος της Βεγγάλης. Ο εκπρόσωπος του υπουργείου Εξωτερικών ετόνισεν ότι αι Ινδίαι δεν επιθυμούν την κλιμάκωσιν της εντάσεως εις τα σύνορα, αλλά θα απαντήσουν εις πάσαν πρόκλησιν. Η πακιστανική κυβέρνησις, αφ' ετέρου, διέψευσε τας κατηγορίας και ισχυρίσθη ότι ινδικαί δυνάμεις παρεβίασαν τον εναέριον χώρον του Πακιστάν. [10, 841, 446, 1014]
article-fulbright [457, 417, 628, 626]
dateline: ΠΡΑΓΑ, 15 (Νηωρ. Τόπος).— [639, 1782, 797, 1792]
article-body: Τό θέμα τής συγκλήσεως Συνδιασκέψεως διά τήν ευρωπαϊκήν ασφάλειαν και τής μεγαλυτέρας συνεργασίας συνεζητήθη μεταξύ των υπουργών Εξωτερικών της Ιταλίας και της Ουγγαρίας. Αι δύο πλευραί συνεφώνησαν ότι η σύγκλησις μιας τοιαύτης Διασκέψεως θα συνέβαλλεν εις την ειρηνικήν συνεργασίαν των λαών της Ευρώπης και ότι αι προπαρασκευαστικαί εργασίαι πρέπει να αρχίσουν ταχέως. Ο κ. Μόρο, μετά την σύσκεψιν, εδήλωσεν ότι αι σχέσεις των δύο χωρών αναπτύσσονται ικανοποιητικώς εις όλους τους τομείς, ιδία δε εις τον οικονομικόν και τον πολιτιστικόν. Ο Ούγγρος υπουργός Εξωτερικών ανεφέρθη επίσης εις την ανάγκην μειώσεως της εντάσεως εις την Μέσην Ανατολήν και εις την Νοτιοανατολικήν Ασίαν. [10, 150, 446, 248]
article-body: Ο Αιγύπτιος υπουργός Εξωτερικών κ. Ριάντ συνηντήθη με τον Σοβιετικόν ομόλογόν του κ. Γκρομίκο εις την Μόσχαν. Αι συνομιλίαι εστράφησαν εις την κατάστασιν εις την Μέσην Ανατολήν και εις τας προσπαθείας διά μίαν πολιτικήν λύσιν της κρίσεως. Το πρακτορείον ΤΑΣΣ ανέφερεν ότι αι συνομιλίαι διεξήχθησαν εις ατμόσφαιραν φιλίας και αμοιβαίας κατανοήσεως. Ο κ. Ριάντ θα παραμείνη εις την σοβιετικήν πρωτεύουσαν επί τριήμερον. [1013, 1467, 1193, 1598]
edge-text: ei [1559, 1259, 1582, 1284]
article-italy-hungary [6, 18, 449, 259]
headline: ΝΕΑ ΑΜΕΡΙΚΑΝΙΚΑ ΟΠΛΑ ΖΗΤΕΙ ΤΟ ΙΣΡΑΗΛ ΜΕΤΑ ΤΑΣ ΤΕΛΕΥΤΑΙΑΣ ΑΠΟΣΤΟΛΑΣ ΡΩΣΣΙΚΟΥ ΟΠΛΙΣΜΟΥ ΠΡΟΣ ΤΗΝ ΑΙΓΥΠΤΟΝ [645, 595, 1186, 666]
section-label: ΚΑΤΑΙΘΙΟΝΙΚΗ ΕΝΕΡΓΕΙΑ [657, 1245, 794, 1258]
article-body: Ο γαλλικός κατασκευής επιστημονικός δορυφόρος «Ωρέλ» ετέθη επιτυχώς εις τροχιάν περί την γην υπό σοβιετικού πυραύλου. Ο δορυφόρος θα μελετήση τα φαινόμενα του σέλαος και της ιονοσφαίρας. Το Εθνικόν Κέντρον Διαστημικών Ερευνών ανεκοίνωσεν ότι όλα τα όργανα λειτουργούν κανονικώς. Πρόκειται περί του εβδόμου επιστημονικού δορυφόρου της Γαλλίας. [10, 540, 446, 595]
article-body-cont: Η σοβιετική εφημερίς «Κομσομόλσκαγια Πράβδα» γράφει ότι εις τα κινεζικά σχολεία οι μαθηταί εκπαιδεύονται στρατιωτικώς και ότι η εκπαίδευσις αυτή αποσκοπεί εις την καλλιέργειαν εχθρικών αισθημάτων κατά της Σοβιετικής Ενώσεως. Κατά την εφημερίδα, οι μαθηταί διδάσκονται να θεωρούν την ΕΣΣΔ ως τον κύριον εχθρόν της Κίνας. Το άρθρον προσθέτει ότι η πολιτική αυτή αντιβαίνει εις τα συμφέροντα του κινεζικού λαού. [461, 253, 624, 406]
headline: Ο ΧΟΥΣΑΚ ΕΞΑΙΡΕΙ ΕΙΣ ΜΑΚΡΑΣ ΔΗΛΩΣΕΙΣ ΤΟΥ ΤΗΝ ΣΗΜΑΣΙΑΝ ΤΟΥ ΣΥΝΕΔΡΙΟΥ ΤΟΥ Κ.Κ.Ρ. [672, 1750, 1159, 1779]
section-label: ΑΙ ΣΥΝΟΜΙΛΙΑΙ [1251, 333, 1330, 345]
article-body: Ο πρόεδρος Νίξον θα δώση νέαν συνέντευξιν Τύπου την προσεχή εβδομάδα, κατά την οποίαν αναμένεται να αναφερθή εις τα προβλήματα της εσωτερικής πολιτικής. [461, 1483, 624, 1559]
headline: Η ΚΙΝΑ ΕΚΠΑΙΔΕΥΕΙ ΚΑΤΑ ΤΗΝ ΜΟΣΧΑΝ ΚΑΙ ΤΟΥΣ ΜΑΘΗΤΑΣ ΣΤΡΑΤΙΩΤΙΚΩΣ [466, 27, 619, 68]
headline: ΑΓΓΛΙΣ ΚΑΤΕΔΙΚΑΣΘΗ ΕΙΣ ΤΗΝ ΒΟΥΛΓΑΡΙΑΝ ΔΙΑ ΛΑΘΡΕΜΠΟΡΙΟΝ ΝΑΡΚΩΤΙΚΩΝ ΕΙΣ ΦΥΛΑΚΙΣΙΝ 18 ΜΗΝΩΝ ΚΑΙ ΠΡΟΣΤΙΜΟΝ [20, 393, 436, 436]
dateline: ΡΩΜΗ, 15. (Νηωρ. Τόπος).— [10, 150, 157, 161]
article-china-students [457, 18, 628, 417]
article-body: Ο Αιγύπτιος υπουργός Εξωτερικών κ. Ριάντ συνηντήθη με τον Σοβιετικόν ομόλογόν του κ. Γκρομίκο εις την Μόσχαν. Αι συνομιλίαι εστράφησαν εις την κατάστασιν εις την Μέσην Ανατολήν και εις τας προσπαθείας διά μίαν πολιτικήν λύσιν της κρίσεως. Το πρακτορείον ΤΑΣΣ ανέφερεν ότι αι συνομιλίαι διεξήχθησαν εις ατμόσφαιραν φιλίας και αμοιβαίας κατανοήσεως. Ο κ. Ριάντ θα παραμείνη εις την σοβιετικήν πρωτεύουσαν επί τριήμερον. [1013, 1132, 1193, 1263]
dateline: ΠΑΡΙΣΙΟΙ, 15 (Ασσ. Πρέσ).— [10, 540, 161, 551]
article-seoul [457, 626, 628, 772]
article-body-cont: Αι αρχαί της Κεϋλάνης ανεκάλυψαν συνωμοσίαν διά την δολοφονίαν της πρωθυπουργού κυρίας Μπαντεραναΐκε. Συνελήφθησαν αρκετοί ύποπτοι, μεταξύ των οποίων και μέλη εξτρεμιστικής οργανώσεως. Η κυβέρνησις απεφάσισε την απέλασιν διπλωματών της Βορείου Κορέας, οι οποίοι κατηγορούνται ότι ενίσχυον τους συνωμότας. [1383, 491, 1548, 600]
